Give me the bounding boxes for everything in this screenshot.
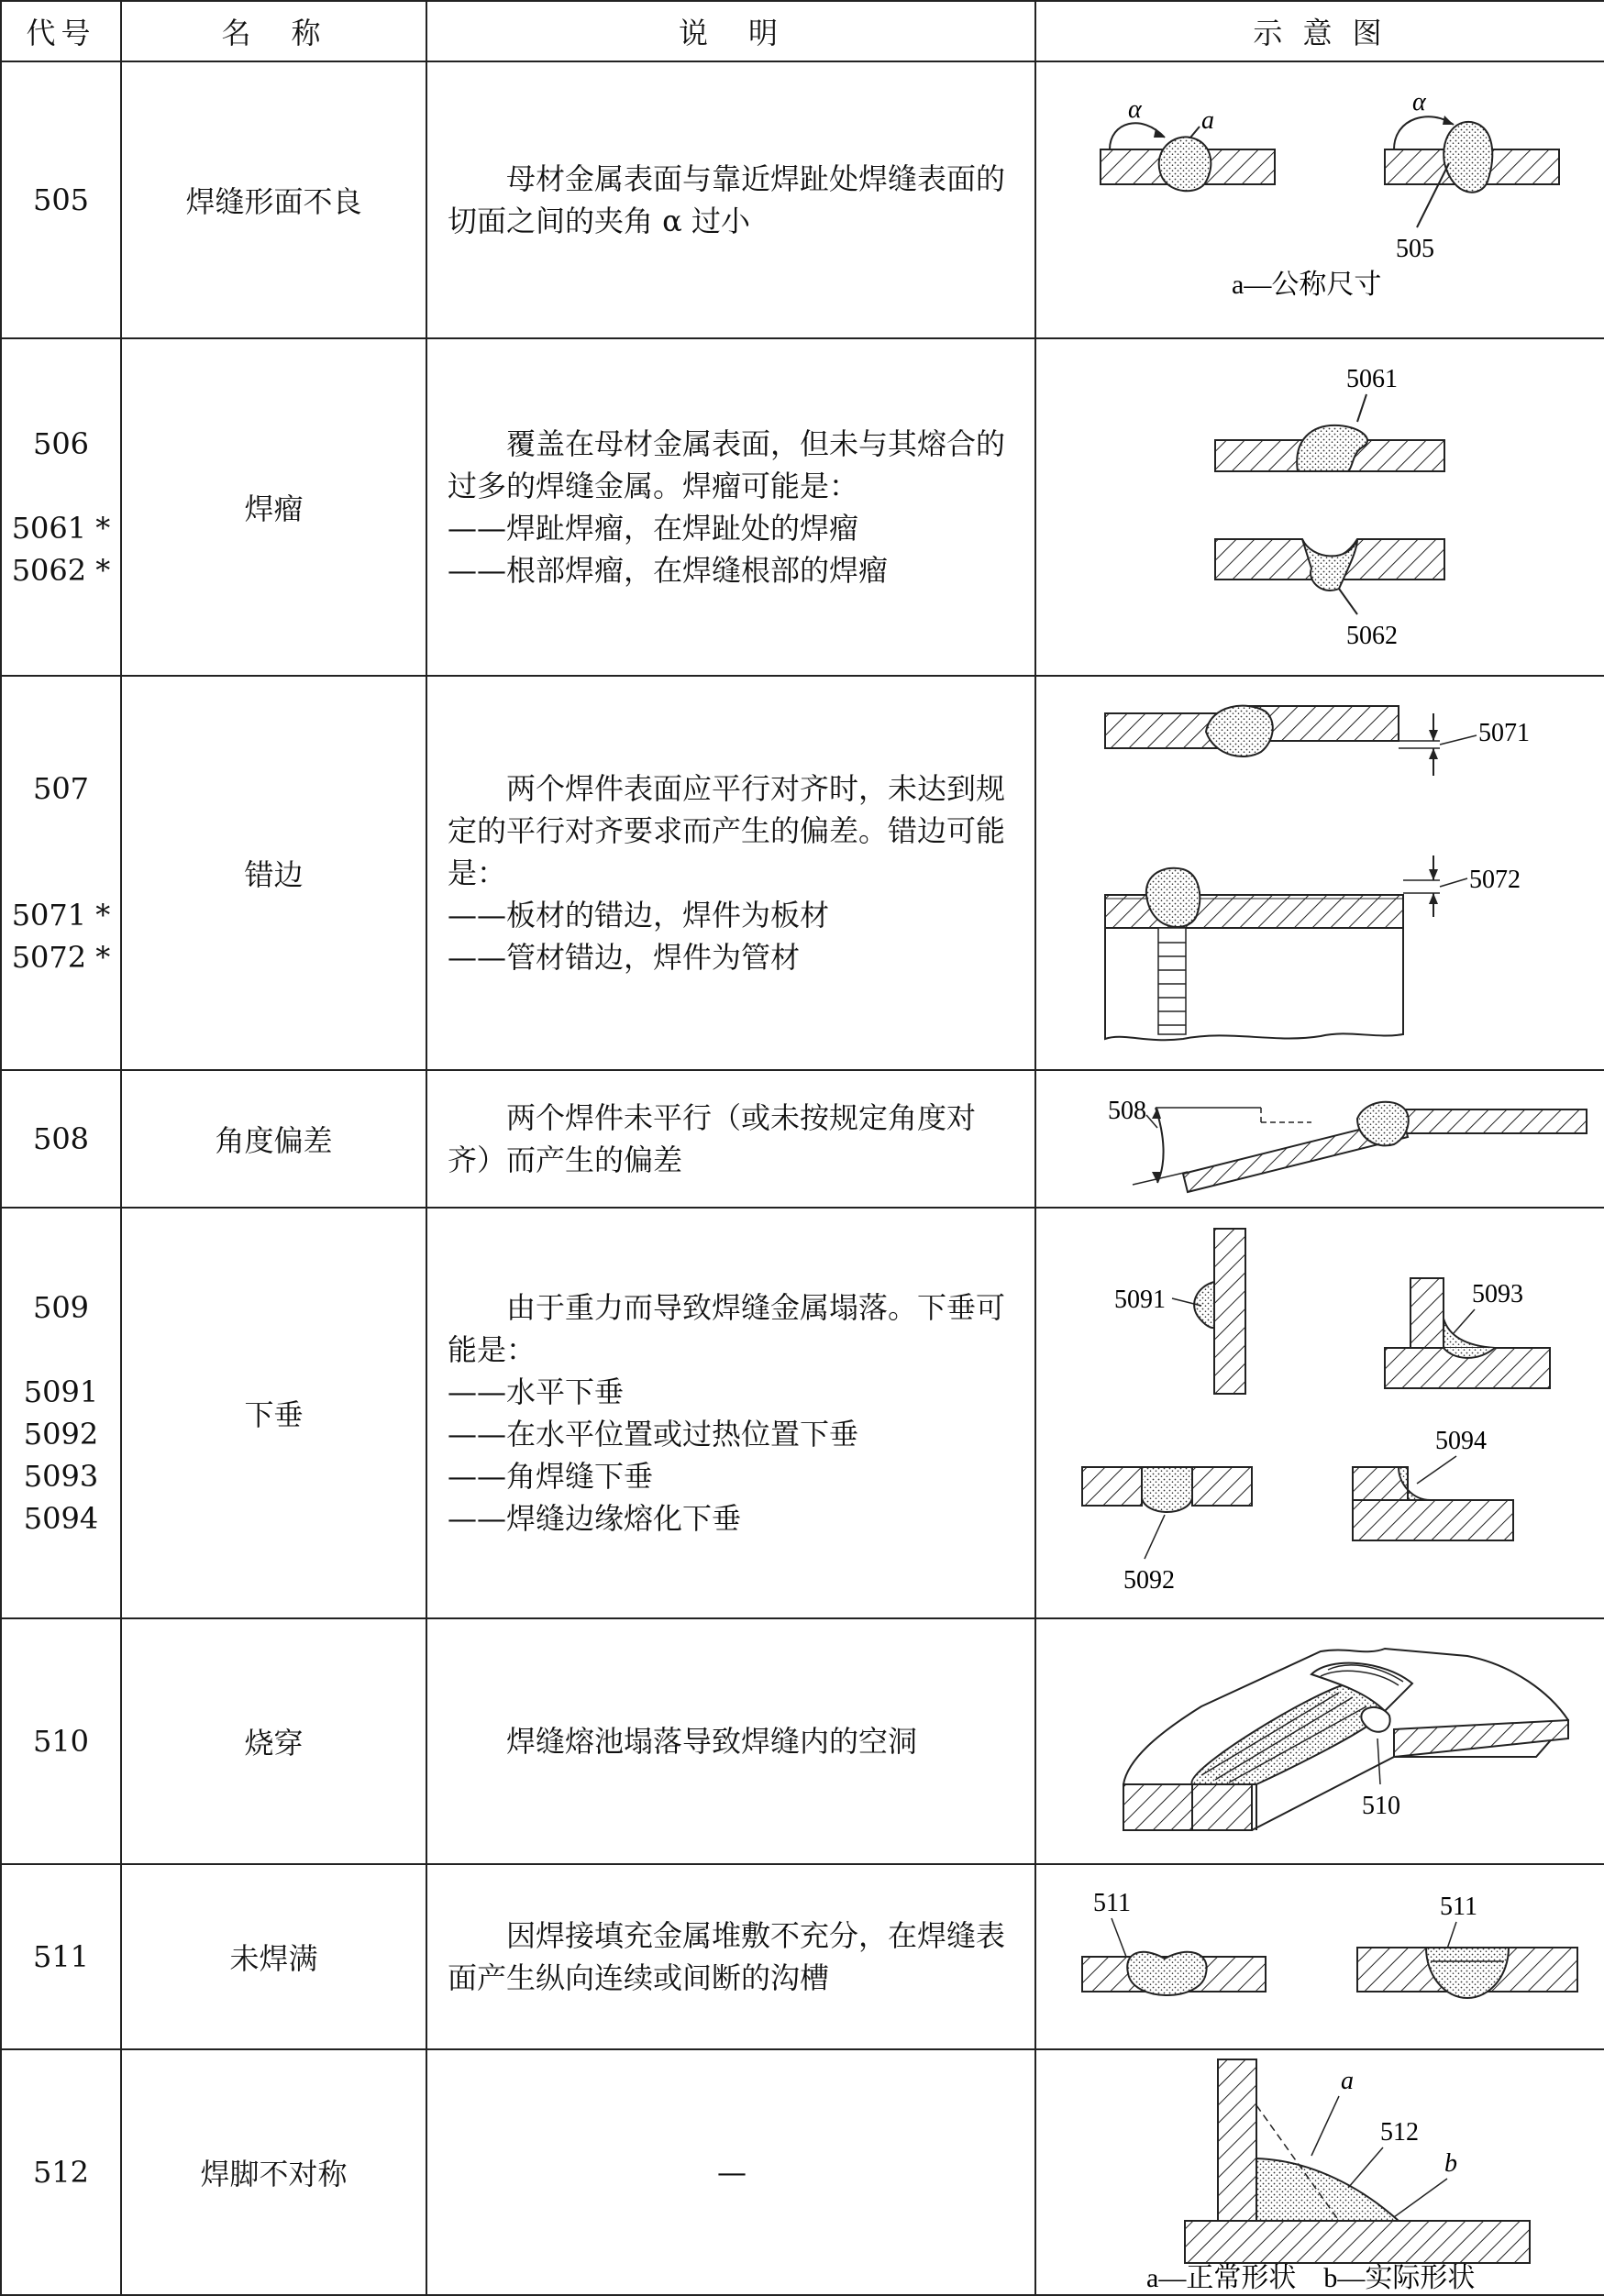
row-figure (1035, 1208, 1604, 1618)
row-desc (426, 338, 1035, 676)
row-code (1, 61, 121, 338)
code-510: 510 (32, 1724, 90, 1759)
label-510: 510 (1362, 1792, 1400, 1820)
label-512-a: a (1341, 2067, 1354, 2095)
figure-510 (1036, 1619, 1604, 1863)
label-512: 512 (1380, 2118, 1419, 2147)
label-alpha-2: α (1412, 88, 1426, 116)
desc-text: — (717, 2155, 747, 2190)
desc-text: 覆盖在母材金属表面，但未与其熔合的过多的焊缝金属。焊瘤可能是： (448, 426, 1006, 503)
label-505: 505 (1396, 235, 1434, 263)
desc-item: ——根部焊瘤，在焊缝根部的焊瘤 (448, 553, 889, 588)
table-row (1, 2049, 1604, 2295)
code-5092: 5092 (23, 1417, 99, 1452)
label-5072: 5072 (1469, 866, 1521, 894)
desc-item: ——水平下垂 (448, 1374, 625, 1409)
label-alpha: α (1128, 95, 1142, 124)
row-name: 焊缝形面不良 (121, 61, 426, 338)
desc-item: ——管材错边，焊件为管材 (448, 940, 801, 975)
code-5062: 5062 * (11, 553, 111, 588)
desc-item: ——板材的错边，焊件为板材 (448, 898, 830, 933)
code-509: 509 (32, 1290, 90, 1325)
table-row (1, 1070, 1604, 1208)
desc-item: ——角焊缝下垂 (448, 1459, 654, 1494)
header-desc: 说 明 (426, 1, 1035, 61)
desc-item: ——在水平位置或过热位置下垂 (448, 1417, 859, 1452)
row-desc (426, 1618, 1035, 1864)
row-code (1, 1208, 121, 1618)
desc-text: 由于重力而导致焊缝金属塌落。下垂可能是： (448, 1290, 1006, 1367)
code-5093: 5093 (23, 1459, 99, 1494)
table-row (1, 1208, 1604, 1618)
row-figure (1035, 676, 1604, 1070)
figure-507 (1036, 677, 1604, 1069)
code-505: 505 (32, 182, 90, 217)
row-code (1, 676, 121, 1070)
figure-506 (1036, 339, 1604, 675)
caption-505: a—公称尺寸 (1232, 270, 1382, 300)
header-fig: 示 意 图 (1035, 1, 1604, 61)
row-code (1, 1864, 121, 2049)
row-name: 焊瘤 (121, 338, 426, 676)
label-5062: 5062 (1346, 622, 1398, 650)
row-name: 下垂 (121, 1208, 426, 1618)
caption-512: a—正常形状 b—实际形状 (1146, 2263, 1476, 2293)
code-5094: 5094 (23, 1501, 99, 1536)
row-code (1, 338, 121, 676)
row-figure (1035, 338, 1604, 676)
row-name: 错边 (121, 676, 426, 1070)
row-figure (1035, 1618, 1604, 1864)
label-5071: 5071 (1478, 719, 1530, 747)
row-desc (426, 1864, 1035, 2049)
row-figure (1035, 2049, 1604, 2295)
desc-text: 因焊接填充金属堆敷不充分，在焊缝表面产生纵向连续或间断的沟槽 (448, 1918, 1006, 1995)
table-row (1, 1618, 1604, 1864)
code-506: 506 (32, 426, 90, 461)
code-508: 508 (32, 1121, 90, 1156)
row-name: 焊脚不对称 (121, 2049, 426, 2295)
desc-text: 母材金属表面与靠近焊趾处焊缝表面的切面之间的夹角 α 过小 (448, 161, 1006, 238)
desc-item: ——焊趾焊瘤，在焊趾处的焊瘤 (448, 511, 859, 546)
row-code (1, 1618, 121, 1864)
desc-item: ——焊缝边缘熔化下垂 (448, 1501, 742, 1536)
code-5061: 5061 * (11, 511, 111, 546)
label-508: 508 (1108, 1097, 1146, 1125)
figure-512 (1036, 2050, 1604, 2294)
row-figure (1035, 1070, 1604, 1208)
code-507: 507 (32, 771, 90, 806)
row-desc (426, 2049, 1035, 2295)
label-5092: 5092 (1123, 1566, 1175, 1595)
figure-509 (1036, 1209, 1604, 1617)
table-header-row (1, 1, 1604, 61)
desc-text: 两个焊件未平行（或未按规定角度对齐）而产生的偏差 (448, 1100, 977, 1177)
code-5091: 5091 (23, 1374, 99, 1409)
label-5093: 5093 (1472, 1280, 1523, 1308)
code-512: 512 (32, 2155, 90, 2190)
desc-text: 焊缝熔池塌落导致焊缝内的空洞 (506, 1724, 918, 1759)
label-a: a (1201, 106, 1214, 135)
row-desc (426, 1208, 1035, 1618)
row-name: 烧穿 (121, 1618, 426, 1864)
label-5061: 5061 (1346, 365, 1398, 393)
label-5091: 5091 (1114, 1286, 1166, 1314)
figure-508 (1036, 1071, 1604, 1207)
figure-505 (1036, 62, 1604, 337)
row-name: 未焊满 (121, 1864, 426, 2049)
table-row (1, 61, 1604, 338)
row-desc (426, 61, 1035, 338)
desc-text: 两个焊件表面应平行对齐时，未达到规定的平行对齐要求而产生的偏差。错边可能是： (448, 771, 1006, 890)
code-5072: 5072 * (11, 940, 111, 975)
code-5071: 5071 * (11, 898, 111, 933)
row-name: 角度偏差 (121, 1070, 426, 1208)
row-figure (1035, 1864, 1604, 2049)
row-code (1, 2049, 121, 2295)
table-row (1, 676, 1604, 1070)
row-code (1, 1070, 121, 1208)
header-name: 名 称 (121, 1, 426, 61)
label-5094: 5094 (1435, 1427, 1487, 1455)
label-512-b: b (1444, 2149, 1457, 2178)
row-desc (426, 1070, 1035, 1208)
row-figure (1035, 61, 1604, 338)
code-511: 511 (32, 1939, 90, 1974)
header-code: 代号 (1, 1, 121, 61)
table-row (1, 1864, 1604, 2049)
row-desc (426, 676, 1035, 1070)
table-row (1, 338, 1604, 676)
label-511-left: 511 (1093, 1889, 1131, 1917)
label-511-right: 511 (1440, 1893, 1477, 1921)
figure-511 (1036, 1865, 1604, 2048)
